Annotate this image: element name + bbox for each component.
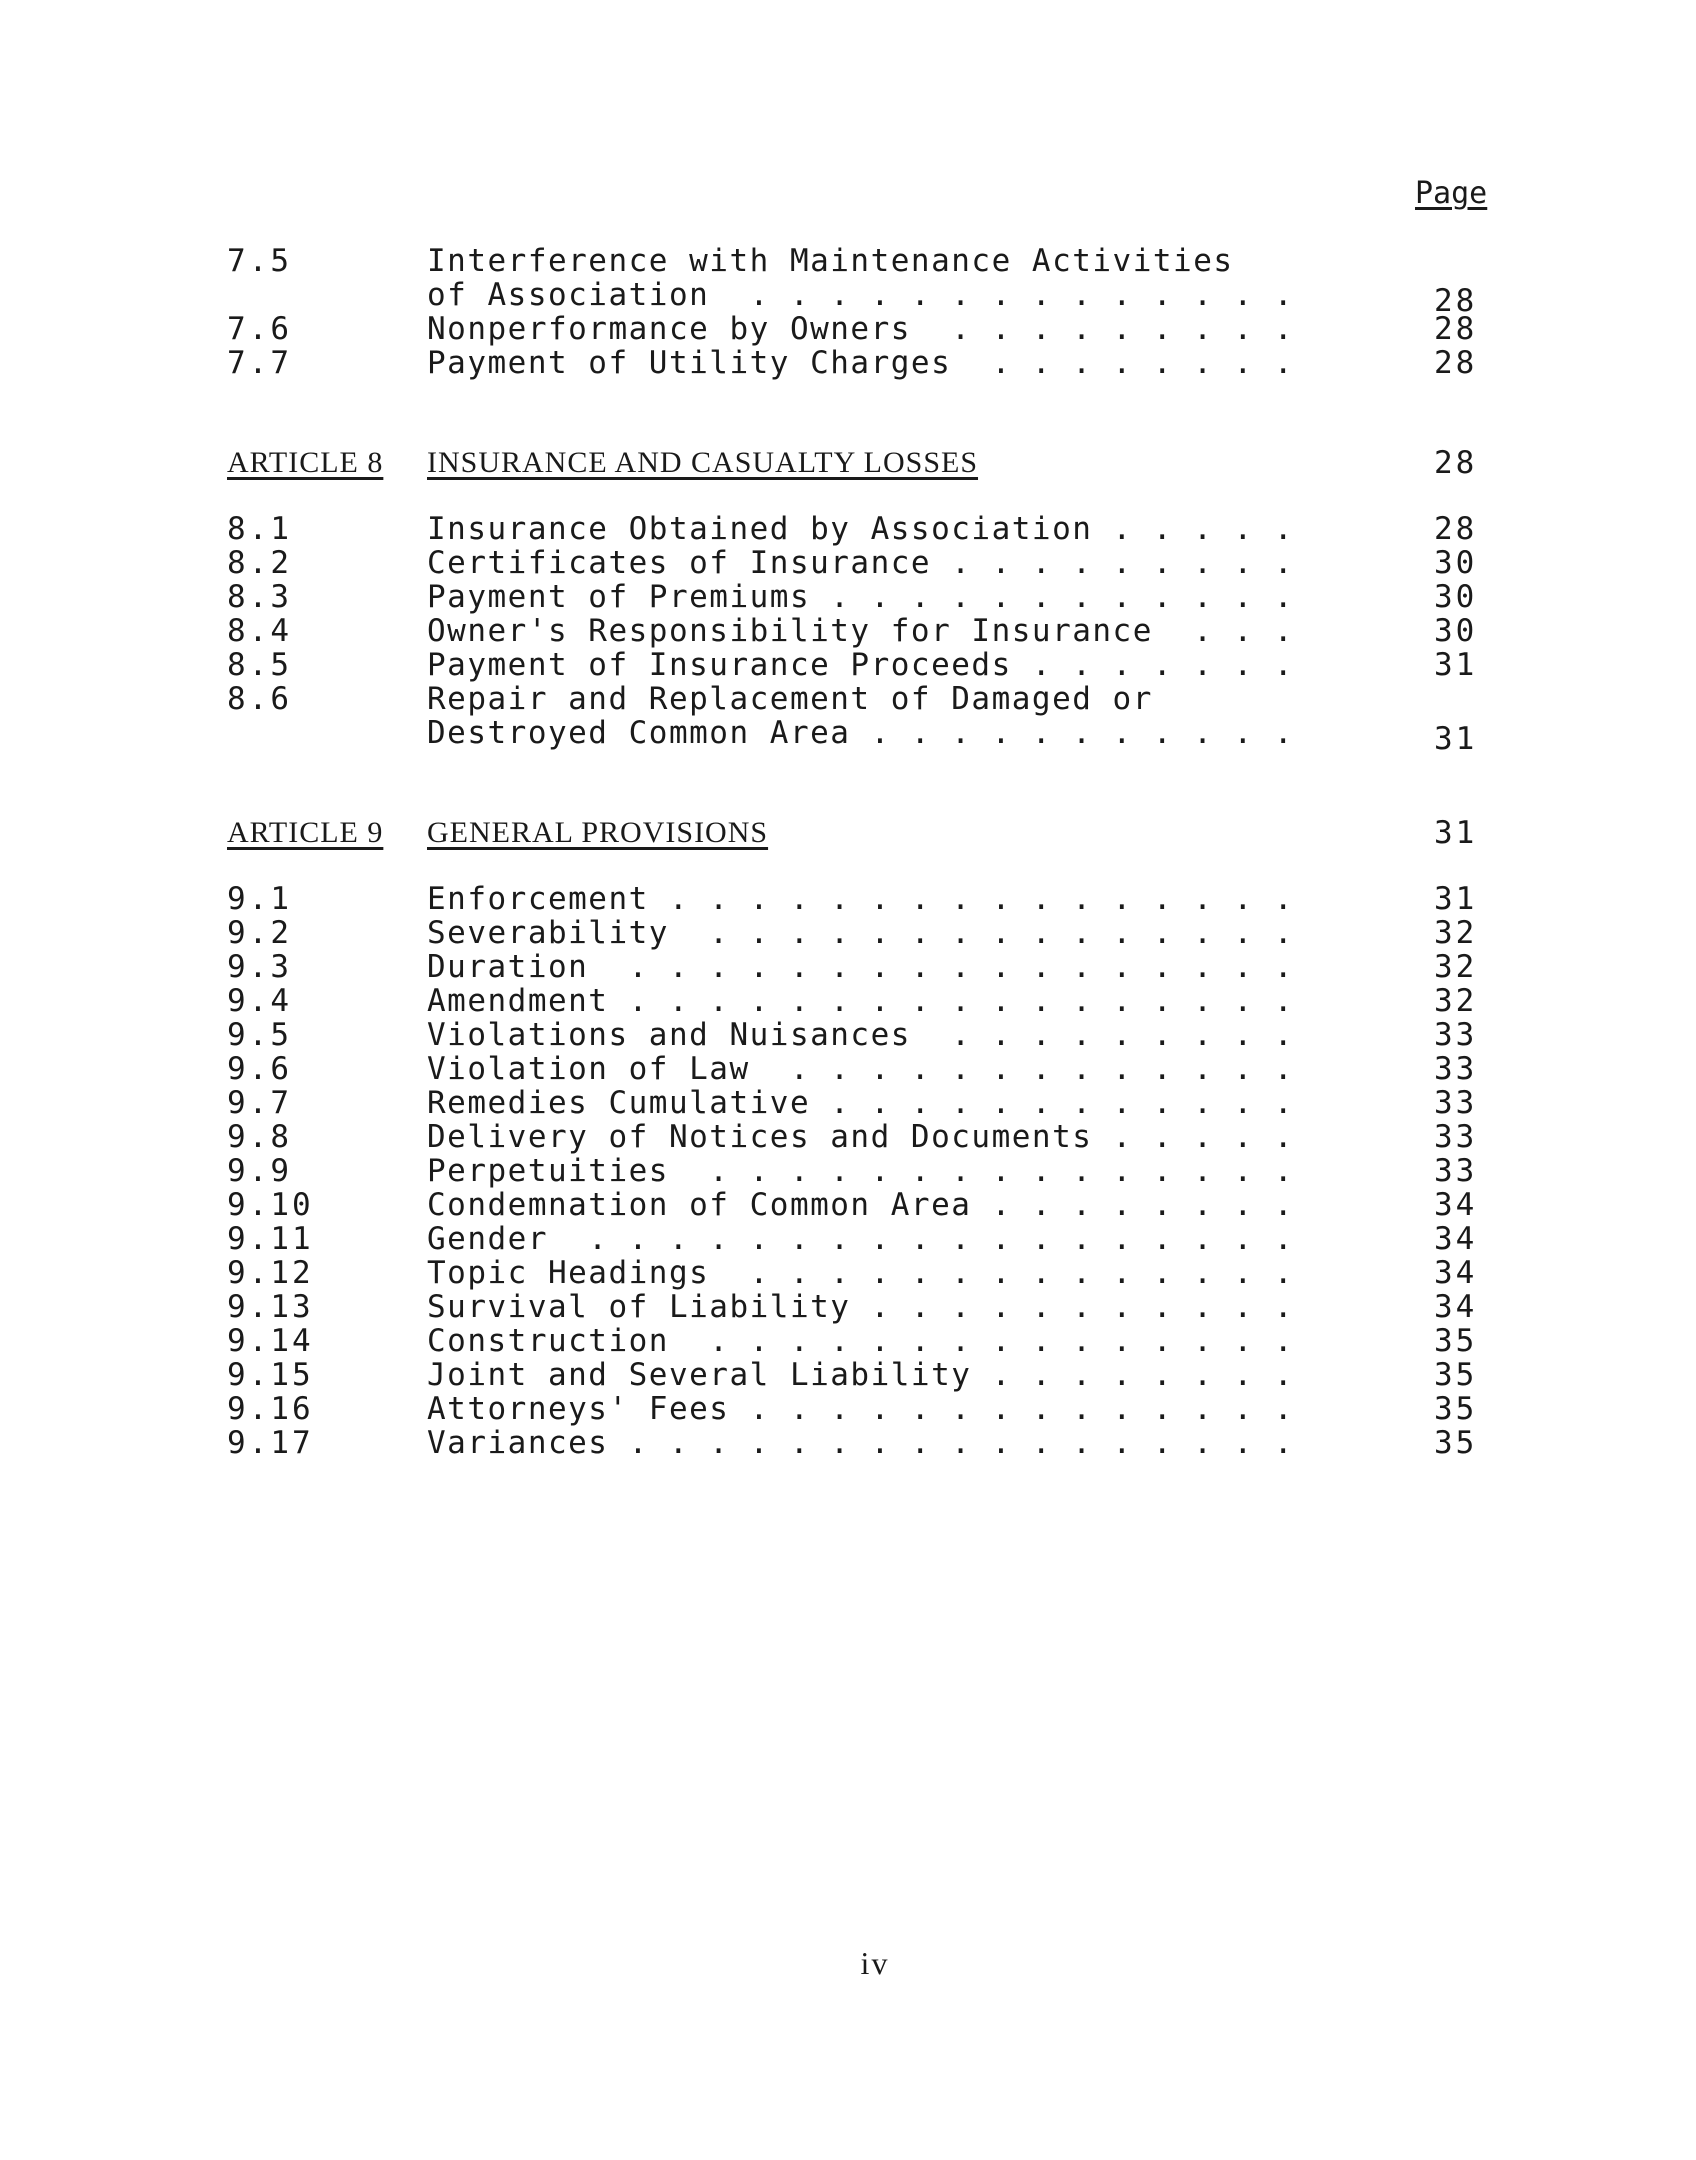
section-number: 9.9 bbox=[227, 1153, 292, 1189]
toc-entry bbox=[0, 614, 1696, 648]
section-number: 9.13 bbox=[227, 1289, 314, 1325]
section-title: Violations and Nuisances . . . . . . . . . bbox=[427, 1017, 1295, 1053]
article-number: ARTICLE 9 bbox=[227, 816, 384, 849]
toc-entry bbox=[0, 1052, 1696, 1086]
toc-entry bbox=[0, 1222, 1696, 1256]
section-title: Nonperformance by Owners . . . . . . . . . bbox=[427, 311, 1295, 347]
section-number: 9.4 bbox=[227, 983, 292, 1019]
toc-entry bbox=[0, 512, 1696, 546]
section-title: Payment of Premiums . . . . . . . . . . . . bbox=[427, 579, 1295, 615]
section-number: 7.7 bbox=[227, 345, 292, 381]
toc-entry bbox=[0, 580, 1696, 614]
article-title: GENERAL PROVISIONS bbox=[427, 816, 769, 849]
section-title: Remedies Cumulative . . . . . . . . . . . . bbox=[427, 1085, 1295, 1121]
section-number: 9.5 bbox=[227, 1017, 292, 1053]
section-title: Variances . . . . . . . . . . . . . . . . . bbox=[427, 1425, 1295, 1461]
section-title: Joint and Several Liability . . . . . . . . bbox=[427, 1357, 1295, 1393]
page-number: 28 bbox=[1434, 311, 1478, 347]
section-title: Perpetuities . . . . . . . . . . . . . . . bbox=[427, 1153, 1295, 1189]
section-number: 8.4 bbox=[227, 613, 292, 649]
toc-entry bbox=[0, 1188, 1696, 1222]
section-title: Enforcement . . . . . . . . . . . . . . . . bbox=[427, 881, 1295, 917]
section-title: Gender . . . . . . . . . . . . . . . . . . bbox=[427, 1221, 1295, 1257]
toc-entry bbox=[0, 648, 1696, 682]
section-number: 9.14 bbox=[227, 1323, 314, 1359]
section-number: 9.11 bbox=[227, 1221, 314, 1257]
section-number: 9.8 bbox=[227, 1119, 292, 1155]
section-number: 9.6 bbox=[227, 1051, 292, 1087]
section-title: Delivery of Notices and Documents . . . . . bbox=[427, 1119, 1295, 1155]
page-number: 33 bbox=[1434, 1153, 1478, 1189]
toc-entry bbox=[0, 546, 1696, 580]
page-number: 28 bbox=[1434, 511, 1478, 547]
toc-entry bbox=[0, 715, 1696, 757]
toc-entry bbox=[0, 1086, 1696, 1120]
section-title: of Association . . . . . . . . . . . . . . bbox=[427, 277, 1295, 313]
section-title: Interference with Maintenance Activities bbox=[427, 243, 1234, 279]
page-number: 34 bbox=[1434, 1289, 1478, 1325]
page-number: 35 bbox=[1434, 1357, 1478, 1393]
page-number: 30 bbox=[1434, 545, 1478, 581]
section-number: 9.15 bbox=[227, 1357, 314, 1393]
article-number: ARTICLE 8 bbox=[227, 446, 384, 479]
page-number: 31 bbox=[1434, 881, 1478, 917]
article-title: INSURANCE AND CASUALTY LOSSES bbox=[427, 446, 979, 479]
section-title: Amendment . . . . . . . . . . . . . . . . . bbox=[427, 983, 1295, 1019]
page-number: 35 bbox=[1434, 1425, 1478, 1461]
toc-entry bbox=[0, 1324, 1696, 1358]
toc-entry bbox=[0, 1256, 1696, 1290]
toc-entry bbox=[0, 882, 1696, 916]
section-number: 8.6 bbox=[227, 681, 292, 717]
section-number: 8.3 bbox=[227, 579, 292, 615]
footer-page-number: iv bbox=[860, 1945, 890, 1981]
section-title: Topic Headings . . . . . . . . . . . . . . bbox=[427, 1255, 1295, 1291]
toc-entry bbox=[0, 277, 1696, 319]
page-number: 34 bbox=[1434, 1221, 1478, 1257]
toc-entry bbox=[0, 1358, 1696, 1392]
section-number: 9.12 bbox=[227, 1255, 314, 1291]
section-number: 9.16 bbox=[227, 1391, 314, 1427]
page-number: 30 bbox=[1434, 613, 1478, 649]
toc-entry bbox=[0, 984, 1696, 1018]
page-number: 33 bbox=[1434, 1017, 1478, 1053]
section-number: 9.2 bbox=[227, 915, 292, 951]
page-number: 30 bbox=[1434, 579, 1478, 615]
page-number: 34 bbox=[1434, 1187, 1478, 1223]
section-title: Attorneys' Fees . . . . . . . . . . . . . . bbox=[427, 1391, 1295, 1427]
section-title: Insurance Obtained by Association . . . . . bbox=[427, 511, 1295, 547]
page-number: 32 bbox=[1434, 949, 1478, 985]
page-heading: Page bbox=[1415, 176, 1488, 211]
page-number: 31 bbox=[1434, 647, 1478, 683]
section-title: Survival of Liability . . . . . . . . . . . bbox=[427, 1289, 1295, 1325]
section-title: Payment of Utility Charges . . . . . . . . bbox=[427, 345, 1295, 381]
page-number: 28 bbox=[1434, 445, 1478, 481]
page-number: 28 bbox=[1434, 345, 1478, 381]
section-number: 8.5 bbox=[227, 647, 292, 683]
section-title: Repair and Replacement of Damaged or bbox=[427, 681, 1153, 717]
page-number: 35 bbox=[1434, 1391, 1478, 1427]
section-title: Duration . . . . . . . . . . . . . . . . . bbox=[427, 949, 1295, 985]
toc-entry bbox=[0, 1392, 1696, 1426]
toc-entry bbox=[0, 1290, 1696, 1324]
toc-entry bbox=[0, 1120, 1696, 1154]
article-heading-row bbox=[0, 446, 1696, 480]
page-number: 34 bbox=[1434, 1255, 1478, 1291]
toc-entry bbox=[0, 312, 1696, 346]
section-number: 8.2 bbox=[227, 545, 292, 581]
section-title: Destroyed Common Area . . . . . . . . . . . bbox=[427, 715, 1295, 751]
page-number: 32 bbox=[1434, 983, 1478, 1019]
page-number: 35 bbox=[1434, 1323, 1478, 1359]
section-number: 7.6 bbox=[227, 311, 292, 347]
page-number: 31 bbox=[1434, 721, 1478, 757]
page-number: 33 bbox=[1434, 1085, 1478, 1121]
toc-entry bbox=[0, 346, 1696, 380]
section-number: 9.1 bbox=[227, 881, 292, 917]
article-heading-row bbox=[0, 816, 1696, 850]
page-number: 32 bbox=[1434, 915, 1478, 951]
section-title: Violation of Law . . . . . . . . . . . . . bbox=[427, 1051, 1295, 1087]
page-number: 28 bbox=[1434, 283, 1478, 319]
section-number: 9.10 bbox=[227, 1187, 314, 1223]
toc-entry bbox=[0, 916, 1696, 950]
page-number: 31 bbox=[1434, 815, 1478, 851]
section-number: 9.7 bbox=[227, 1085, 292, 1121]
toc-entry bbox=[0, 1426, 1696, 1460]
page-number: 33 bbox=[1434, 1051, 1478, 1087]
section-title: Severability . . . . . . . . . . . . . . . bbox=[427, 915, 1295, 951]
section-number: 8.1 bbox=[227, 511, 292, 547]
section-number: 9.3 bbox=[227, 949, 292, 985]
section-title: Certificates of Insurance . . . . . . . . . bbox=[427, 545, 1295, 581]
toc-entry bbox=[0, 1154, 1696, 1188]
section-number: 7.5 bbox=[227, 243, 292, 279]
toc-entry bbox=[0, 950, 1696, 984]
toc-entry bbox=[0, 682, 1696, 716]
section-number: 9.17 bbox=[227, 1425, 314, 1461]
section-title: Condemnation of Common Area . . . . . . . . bbox=[427, 1187, 1295, 1223]
section-title: Construction . . . . . . . . . . . . . . . bbox=[427, 1323, 1295, 1359]
section-title: Payment of Insurance Proceeds . . . . . . . bbox=[427, 647, 1295, 683]
section-title: Owner's Responsibility for Insurance . . . bbox=[427, 613, 1295, 649]
toc-entry bbox=[0, 1018, 1696, 1052]
page-number: 33 bbox=[1434, 1119, 1478, 1155]
toc-entry bbox=[0, 244, 1696, 278]
